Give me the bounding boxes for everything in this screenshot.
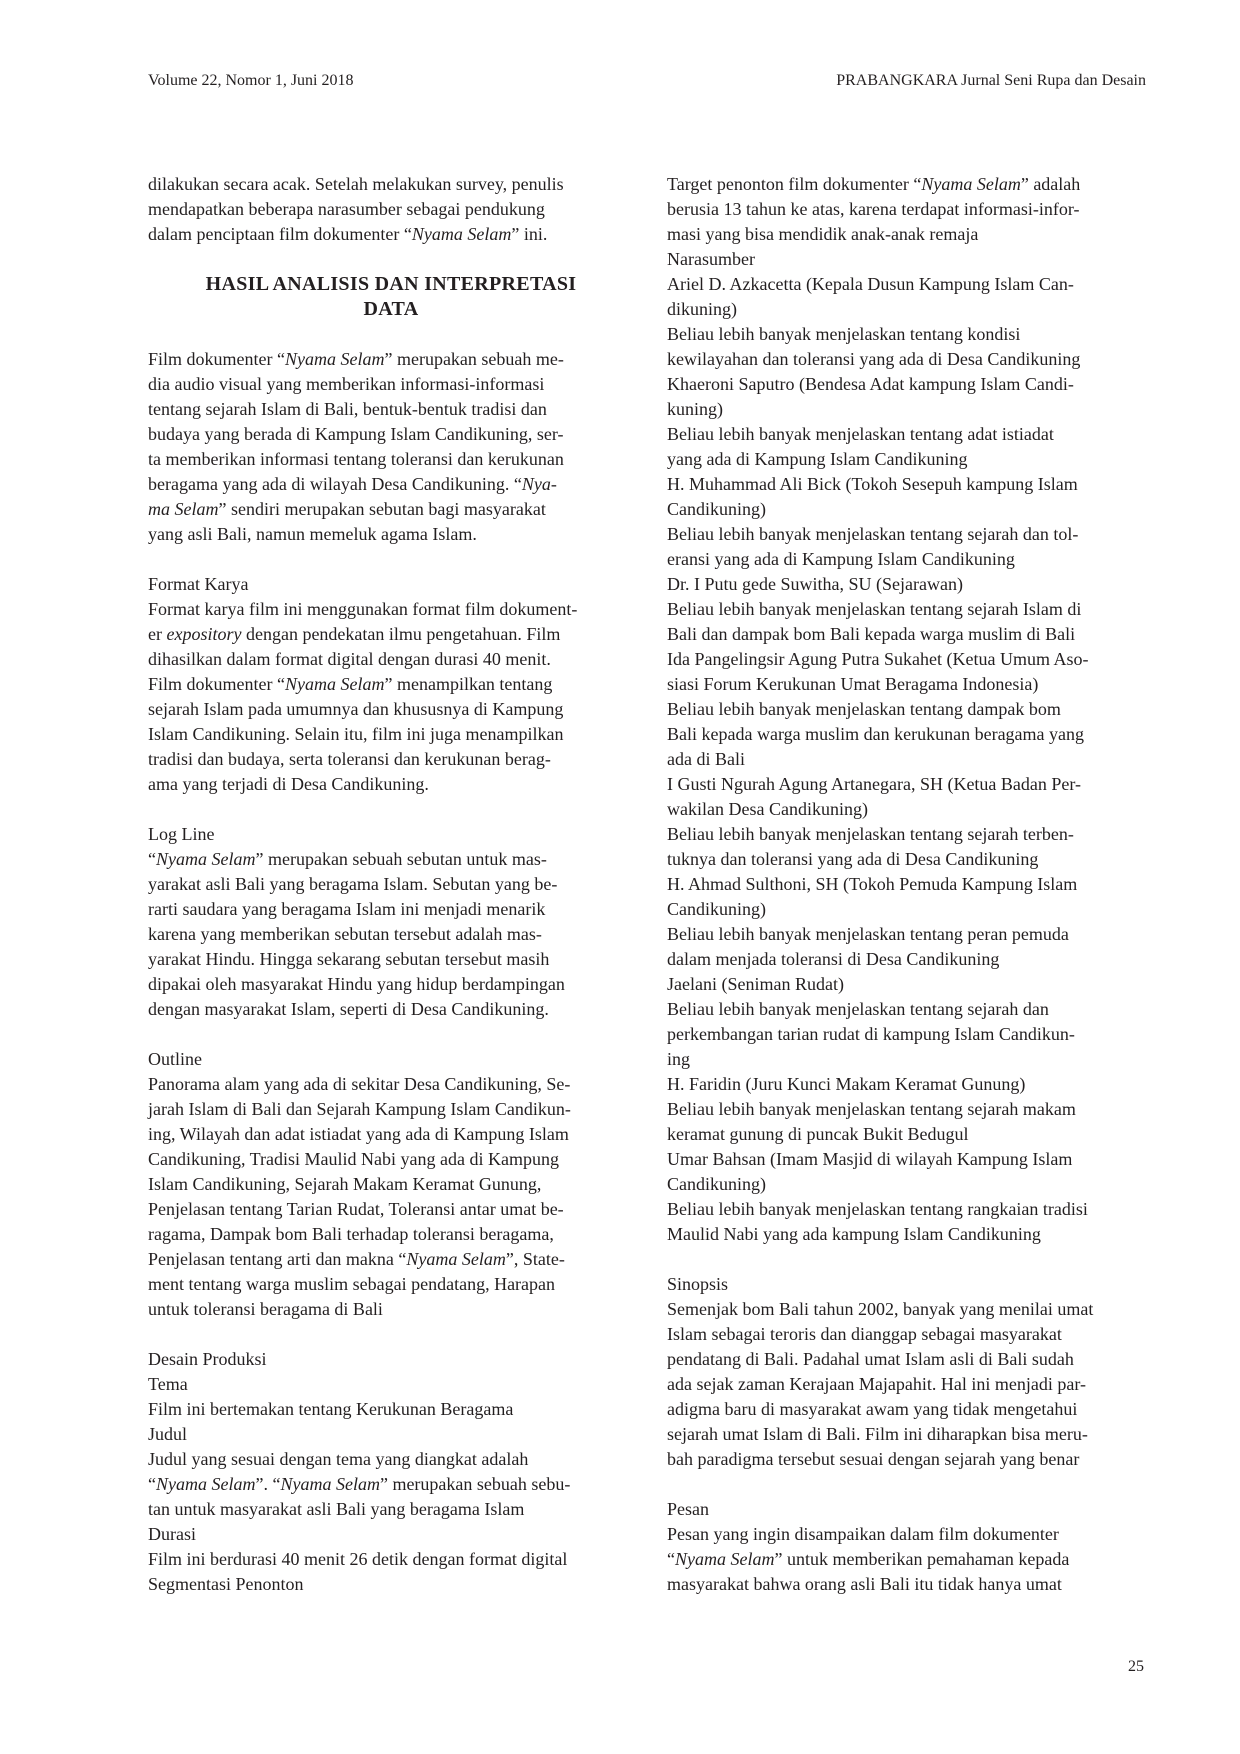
format-karya-line: Film dokumenter “Nyama Selam” menampilkan tentang [148, 674, 553, 694]
narasumber-name-line: Ariel D. Azkacetta (Kepala Dusun Kampung Islam Can- [667, 274, 1074, 294]
outline-line: Candikuning, Tradisi Maulid Nabi yang ada di Kampung [148, 1149, 559, 1169]
sinopsis-line: pendatang di Bali. Padahal umat Islam asli di Bali sudah [667, 1349, 1074, 1369]
intro-line: dilakukan secara acak. Setelah melakukan survey, penulis [148, 174, 564, 194]
analysis-line: Film dokumenter “Nyama Selam” merupakan sebuah me- [148, 349, 564, 369]
left-column [148, 172, 634, 1597]
narasumber-name-line: H. Faridin (Juru Kunci Makam Keramat Gunung) [667, 1074, 1026, 1094]
log-line-line: yarakat asli Bali yang beragama Islam. Sebutan yang be- [148, 874, 558, 894]
pesan-line: “Nyama Selam” untuk memberikan pemahaman kepada [667, 1549, 1070, 1569]
sinopsis-line: ada sejak zaman Kerajaan Majapahit. Hal ini menjadi par- [667, 1374, 1086, 1394]
narasumber-name-line: Candikuning) [667, 899, 766, 919]
narasumber-name-line: H. Ahmad Sulthoni, SH (Tokoh Pemuda Kampung Islam [667, 874, 1078, 894]
target-line: Target penonton film dokumenter “Nyama Selam” adalah [667, 174, 1081, 194]
desain-produksi-label: Desain Produksi [148, 1349, 267, 1369]
analysis-line: ma Selam” sendiri merupakan sebutan bagi masyarakat [148, 499, 546, 519]
narasumber-list [667, 272, 1153, 1247]
analysis-line: yang asli Bali, namun memeluk agama Islam. [148, 524, 477, 544]
log-line-label: Log Line [148, 824, 215, 844]
narasumber-description-line: Beliau lebih banyak menjelaskan tentang kondisi [667, 324, 1021, 344]
segmentasi-label: Segmentasi Penonton [148, 1574, 304, 1594]
narasumber-name-line: Khaeroni Saputro (Bendesa Adat kampung Islam Candi- [667, 374, 1074, 394]
narasumber-description-line: Bali kepada warga muslim dan kerukunan beragama yang [667, 724, 1085, 744]
format-karya-line: sejarah Islam pada umumnya dan khususnya di Kampung [148, 699, 564, 719]
tema-text: Film ini bertemakan tentang Kerukunan Beragama [148, 1399, 514, 1419]
analysis-line: dia audio visual yang memberikan informasi-informasi [148, 374, 545, 394]
outline-label: Outline [148, 1049, 202, 1069]
narasumber-name-line: dikuning) [667, 299, 737, 319]
narasumber-name-line: Jaelani (Seniman Rudat) [667, 974, 844, 994]
sinopsis-line: sejarah umat Islam di Bali. Film ini diharapkan bisa meru- [667, 1424, 1088, 1444]
format-karya-line: Format karya film ini menggunakan format film dokument- [148, 599, 578, 619]
narasumber-name-line: Ida Pangelingsir Agung Putra Sukahet (Ketua Umum Aso- [667, 649, 1089, 669]
narasumber-description-line: ada di Bali [667, 749, 745, 769]
section-heading: HASIL ANALISIS DAN INTERPRETASI DATA [205, 273, 577, 320]
durasi-text: Film ini berdurasi 40 menit 26 detik dengan format digital [148, 1549, 568, 1569]
intro-line: dalam penciptaan film dokumenter “Nyama Selam” ini. [148, 224, 548, 244]
narasumber-description-line: keramat gunung di puncak Bukit Bedugul [667, 1124, 969, 1144]
outline-line: Penjelasan tentang Tarian Rudat, Toleransi antar umat be- [148, 1199, 564, 1219]
page-number: 25 [1128, 1658, 1144, 1675]
pesan-line: masyarakat bahwa orang asli Bali itu tidak hanya umat [667, 1574, 1062, 1594]
narasumber-description-line: Bali dan dampak bom Bali kepada warga muslim di Bali [667, 624, 1076, 644]
durasi-label: Durasi [148, 1524, 196, 1544]
outline-line: Panorama alam yang ada di sekitar Desa Candikuning, Se- [148, 1074, 571, 1094]
format-karya-line: tradisi dan budaya, serta toleransi dan kerukunan berag- [148, 749, 551, 769]
narasumber-name-line: I Gusti Ngurah Agung Artanegara, SH (Ketua Badan Per- [667, 774, 1082, 794]
log-line-line: karena yang memberikan sebutan tersebut adalah mas- [148, 924, 542, 944]
outline-line: Penjelasan tentang arti dan makna “Nyama Selam”, State- [148, 1249, 565, 1269]
narasumber-description-line: yang ada di Kampung Islam Candikuning [667, 449, 968, 469]
narasumber-description-line: ing [667, 1049, 691, 1069]
analysis-line: ta memberikan informasi tentang toleransi dan kerukunan [148, 449, 564, 469]
narasumber-description-line: Beliau lebih banyak menjelaskan tentang rangkaian tradisi [667, 1199, 1088, 1219]
narasumber-description-line: Beliau lebih banyak menjelaskan tentang dampak bom [667, 699, 1061, 719]
outline-line: ing, Wilayah dan adat istiadat yang ada di Kampung Islam [148, 1124, 569, 1144]
narasumber-description-line: Beliau lebih banyak menjelaskan tentang adat istiadat [667, 424, 1054, 444]
target-line: masi yang bisa mendidik anak-anak remaja [667, 224, 979, 244]
narasumber-description-line: Beliau lebih banyak menjelaskan tentang peran pemuda [667, 924, 1069, 944]
running-head-volume: Volume 22, Nomor 1, Juni 2018 [148, 72, 354, 89]
narasumber-description-line: tuknya dan toleransi yang ada di Desa Candikuning [667, 849, 1039, 869]
running-head-journal: PRABANGKARA Jurnal Seni Rupa dan Desain [836, 72, 1146, 89]
log-line-line: “Nyama Selam” merupakan sebuah sebutan untuk mas- [148, 849, 547, 869]
narasumber-description-line: Maulid Nabi yang ada kampung Islam Candikuning [667, 1224, 1041, 1244]
analysis-line: tentang sejarah Islam di Bali, bentuk-bentuk tradisi dan [148, 399, 547, 419]
narasumber-name-line: H. Muhammad Ali Bick (Tokoh Sesepuh kampung Islam [667, 474, 1078, 494]
format-karya-label: Format Karya [148, 574, 249, 594]
narasumber-description-line: perkembangan tarian rudat di kampung Islam Candikun- [667, 1024, 1075, 1044]
sinopsis-line: adigma baru di masyarakat awam yang tidak mengetahui [667, 1399, 1078, 1419]
format-karya-line: Islam Candikuning. Selain itu, film ini juga menampilkan [148, 724, 564, 744]
narasumber-label: Narasumber [667, 249, 755, 269]
narasumber-description-line: Beliau lebih banyak menjelaskan tentang sejarah Islam di [667, 599, 1082, 619]
log-line-line: rarti saudara yang beragama Islam ini menjadi menarik [148, 899, 546, 919]
log-line-line: dipakai oleh masyarakat Hindu yang hidup berdampingan [148, 974, 565, 994]
intro-line: mendapatkan beberapa narasumber sebagai pendukung [148, 199, 545, 219]
judul-label: Judul [148, 1424, 188, 1444]
narasumber-name-line: siasi Forum Kerukunan Umat Beragama Indonesia) [667, 674, 1039, 694]
judul-line: tan untuk masyarakat asli Bali yang beragama Islam [148, 1499, 525, 1519]
format-karya-line: dihasilkan dalam format digital dengan durasi 40 menit. [148, 649, 551, 669]
target-line: berusia 13 tahun ke atas, karena terdapat informasi-infor- [667, 199, 1080, 219]
narasumber-name-line: kuning) [667, 399, 723, 419]
narasumber-name-line: Dr. I Putu gede Suwitha, SU (Sejarawan) [667, 574, 963, 594]
sinopsis-label: Sinopsis [667, 1274, 729, 1294]
outline-line: Islam Candikuning, Sejarah Makam Keramat Gunung, [148, 1174, 542, 1194]
outline-line: ragama, Dampak bom Bali terhadap toleransi beragama, [148, 1224, 554, 1244]
pesan-line: Pesan yang ingin disampaikan dalam film dokumenter [667, 1524, 1059, 1544]
outline-line: untuk toleransi beragama di Bali [148, 1299, 383, 1319]
pesan-label: Pesan [667, 1499, 709, 1519]
narasumber-name-line: Candikuning) [667, 499, 766, 519]
narasumber-description-line: Beliau lebih banyak menjelaskan tentang sejarah makam [667, 1099, 1076, 1119]
narasumber-description-line: Beliau lebih banyak menjelaskan tentang sejarah dan [667, 999, 1049, 1019]
sinopsis-line: bah paradigma tersebut sesuai dengan sejarah yang benar [667, 1449, 1080, 1469]
narasumber-name-line: Candikuning) [667, 1174, 766, 1194]
analysis-line: beragama yang ada di wilayah Desa Candikuning. “Nya- [148, 474, 557, 494]
judul-line: “Nyama Selam”. “Nyama Selam” merupakan sebuah sebu- [148, 1474, 571, 1494]
log-line-line: dengan masyarakat Islam, seperti di Desa Candikuning. [148, 999, 549, 1019]
sinopsis-line: Semenjak bom Bali tahun 2002, banyak yang menilai umat [667, 1299, 1094, 1319]
tema-label: Tema [148, 1374, 188, 1394]
outline-line: ment tentang warga muslim sebagai pendatang, Harapan [148, 1274, 556, 1294]
narasumber-description-line: kewilayahan dan toleransi yang ada di Desa Candikuning [667, 349, 1081, 369]
narasumber-description-line: Beliau lebih banyak menjelaskan tentang sejarah terben- [667, 824, 1074, 844]
judul-line: Judul yang sesuai dengan tema yang diangkat adalah [148, 1449, 529, 1469]
right-column [667, 172, 1153, 1597]
format-karya-line: er expository dengan pendekatan ilmu pengetahuan. Film [148, 624, 561, 644]
narasumber-name-line: wakilan Desa Candikuning) [667, 799, 868, 819]
outline-line: jarah Islam di Bali dan Sejarah Kampung Islam Candikun- [148, 1099, 571, 1119]
format-karya-line: ama yang terjadi di Desa Candikuning. [148, 774, 429, 794]
narasumber-description-line: dalam menjada toleransi di Desa Candikuning [667, 949, 1000, 969]
sinopsis-line: Islam sebagai teroris dan dianggap sebagai masyarakat [667, 1324, 1062, 1344]
narasumber-description-line: eransi yang ada di Kampung Islam Candikuning [667, 549, 1015, 569]
analysis-line: budaya yang berada di Kampung Islam Candikuning, ser- [148, 424, 564, 444]
narasumber-name-line: Umar Bahsan (Imam Masjid di wilayah Kampung Islam [667, 1149, 1073, 1169]
log-line-line: yarakat Hindu. Hingga sekarang sebutan tersebut masih [148, 949, 550, 969]
narasumber-description-line: Beliau lebih banyak menjelaskan tentang sejarah dan tol- [667, 524, 1079, 544]
